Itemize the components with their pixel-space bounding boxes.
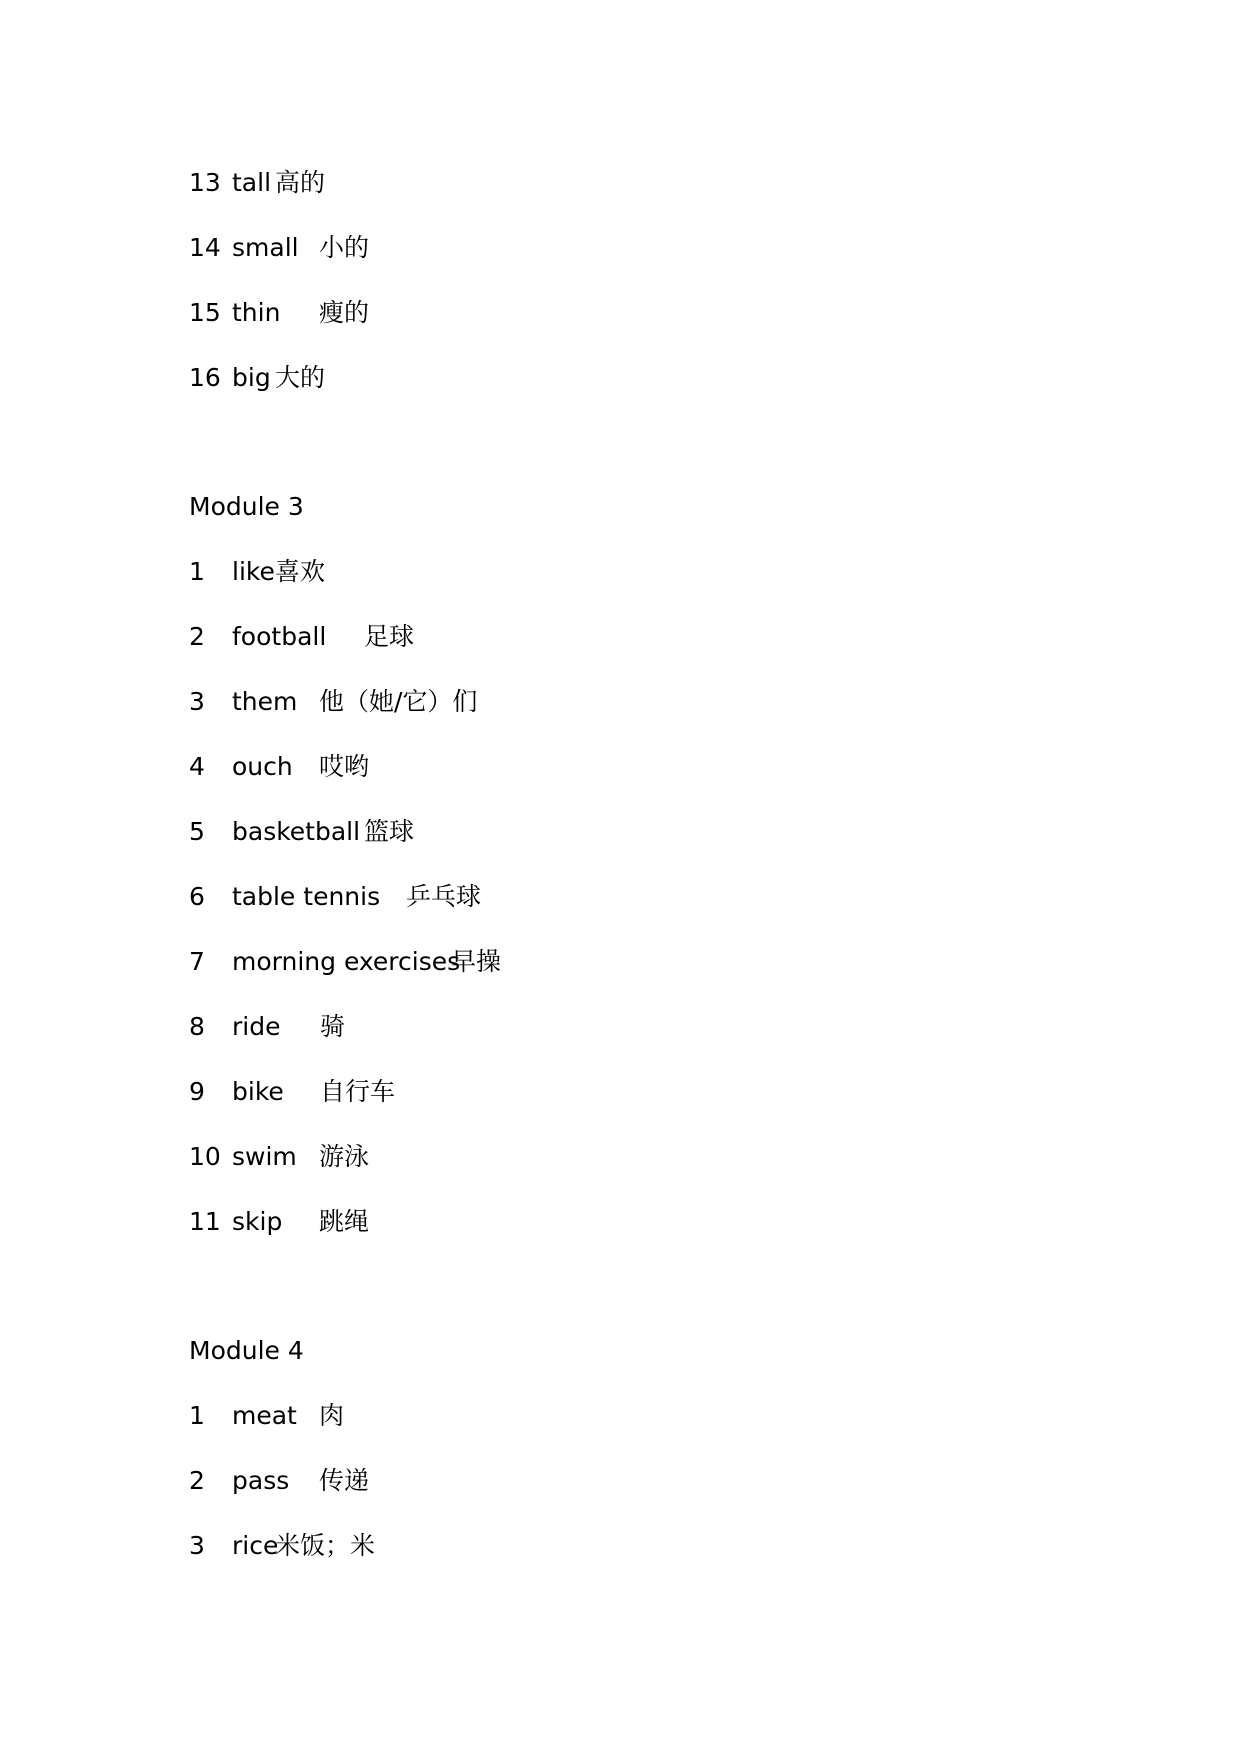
item-number: 2 <box>189 622 205 651</box>
english-word: ride <box>232 1012 281 1041</box>
english-word: basketball <box>232 817 361 846</box>
item-number: 10 <box>189 1142 221 1171</box>
section-heading: Module 4 <box>189 1336 304 1365</box>
english-word: like <box>232 557 275 586</box>
chinese-meaning: 他（她/它）们 <box>319 687 478 716</box>
english-word: meat <box>232 1401 297 1430</box>
item-number: 5 <box>189 817 205 846</box>
item-number: 11 <box>189 1207 221 1236</box>
item-number: 4 <box>189 752 205 781</box>
item-number: 3 <box>189 687 205 716</box>
chinese-meaning: 乒乓球 <box>406 882 482 911</box>
chinese-meaning: 足球 <box>364 622 415 651</box>
english-word: tall <box>232 168 272 197</box>
chinese-meaning: 小的 <box>319 233 370 262</box>
english-word: thin <box>232 298 281 327</box>
chinese-meaning: 哎哟 <box>319 752 370 781</box>
english-word: football <box>232 622 327 651</box>
chinese-meaning: 高的 <box>275 168 326 197</box>
english-word: pass <box>232 1466 290 1495</box>
english-word: ouch <box>232 752 293 781</box>
item-number: 2 <box>189 1466 205 1495</box>
item-number: 6 <box>189 882 205 911</box>
english-word: table tennis <box>232 882 381 911</box>
chinese-meaning: 大的 <box>275 363 326 392</box>
english-word: big <box>232 363 271 392</box>
item-number: 3 <box>189 1531 205 1560</box>
item-number: 8 <box>189 1012 205 1041</box>
english-word: small <box>232 233 299 262</box>
item-number: 1 <box>189 557 205 586</box>
chinese-meaning: 喜欢 <box>275 557 326 586</box>
chinese-meaning: 骑 <box>320 1012 346 1041</box>
item-number: 7 <box>189 947 205 976</box>
item-number: 15 <box>189 298 221 327</box>
chinese-meaning: 自行车 <box>320 1077 396 1106</box>
chinese-meaning: 跳绳 <box>319 1207 370 1236</box>
english-word: morning exercises <box>232 947 461 976</box>
english-word: skip <box>232 1207 283 1236</box>
item-number: 13 <box>189 168 221 197</box>
chinese-meaning: 瘦的 <box>319 298 370 327</box>
english-word: bike <box>232 1077 284 1106</box>
chinese-meaning: 早操 <box>451 947 502 976</box>
english-word: rice <box>232 1531 279 1560</box>
chinese-meaning: 游泳 <box>319 1142 370 1171</box>
chinese-meaning: 肉 <box>319 1401 345 1430</box>
item-number: 16 <box>189 363 221 392</box>
item-number: 9 <box>189 1077 205 1106</box>
english-word: swim <box>232 1142 297 1171</box>
chinese-meaning: 米饭；米 <box>275 1531 376 1560</box>
item-number: 14 <box>189 233 221 262</box>
item-number: 1 <box>189 1401 205 1430</box>
chinese-meaning: 传递 <box>319 1466 370 1495</box>
english-word: them <box>232 687 298 716</box>
chinese-meaning: 篮球 <box>364 817 415 846</box>
section-heading: Module 3 <box>189 492 304 521</box>
